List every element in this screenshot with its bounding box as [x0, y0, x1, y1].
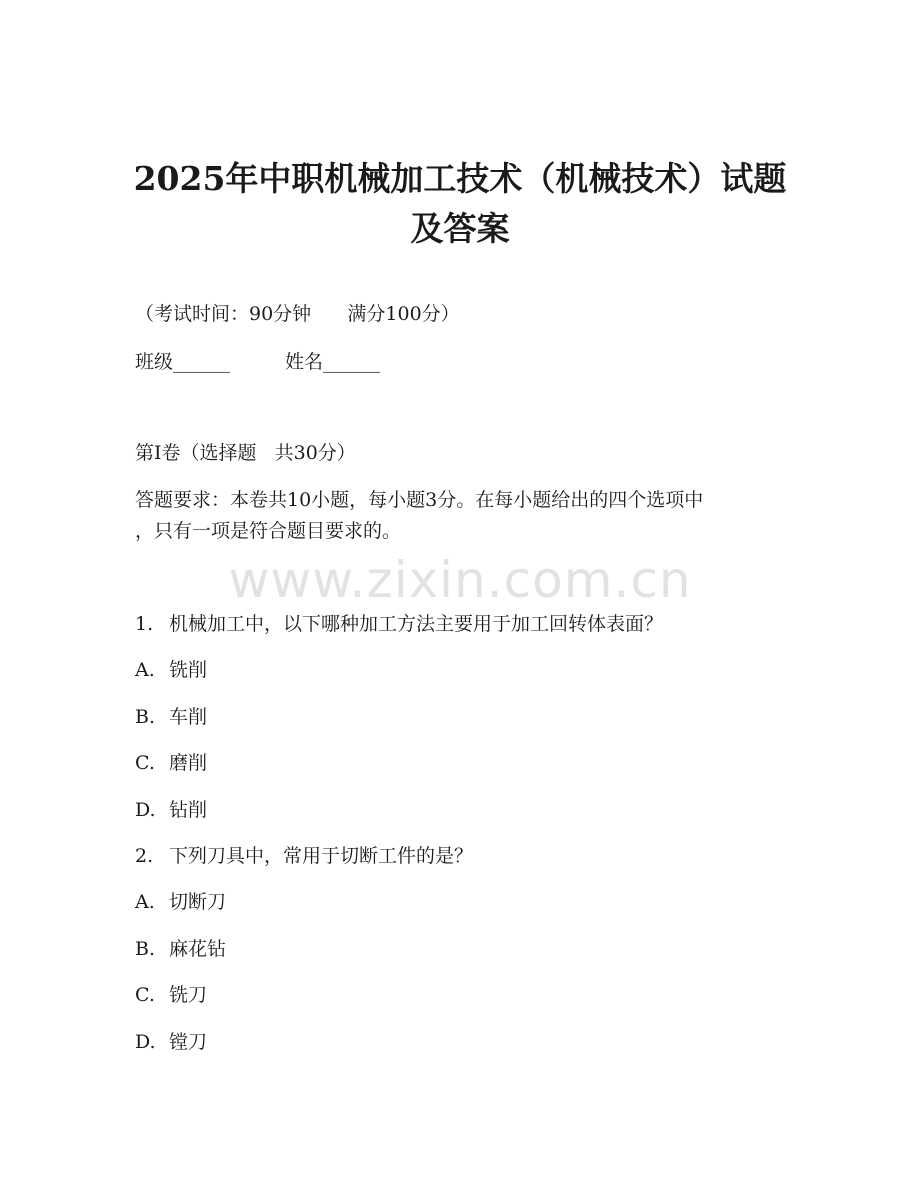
instructions-line2: ，只有一项是符合题目要求的。	[135, 520, 402, 542]
option-letter: A.	[135, 659, 155, 681]
question-2-option-b	[135, 935, 226, 963]
option-letter: D.	[135, 1031, 156, 1053]
question-1-option-a	[135, 656, 207, 684]
option-text: 切断刀	[169, 891, 227, 913]
name-field: 姓名______	[285, 351, 381, 373]
question-1-option-c	[135, 749, 207, 777]
option-letter: D.	[135, 799, 156, 821]
question-1-option-d	[135, 796, 207, 824]
question-number: 1.	[135, 613, 154, 635]
option-text: 镗刀	[169, 1031, 208, 1053]
question-2-option-c	[135, 981, 207, 1009]
question-1-option-b	[135, 703, 207, 731]
question-text: 下列刀具中，常用于切断工件的是？	[169, 845, 474, 867]
option-letter: B.	[135, 706, 156, 728]
section-heading: 第Ⅰ卷（选择题 共30分）	[135, 442, 356, 464]
question-text: 机械加工中，以下哪种加工方法主要用于加工回转体表面？	[169, 613, 664, 635]
watermark: www.zixin.com.cn	[228, 551, 692, 609]
question-2-option-d	[135, 1028, 207, 1056]
question-2-option-a	[135, 888, 226, 916]
option-text: 车削	[169, 706, 208, 728]
option-text: 麻花钻	[169, 938, 227, 960]
document-title-line1: 2025年中职机械加工技术（机械技术）试题	[133, 159, 787, 198]
option-letter: C.	[135, 984, 155, 1006]
option-text: 铣刀	[169, 984, 208, 1006]
student-fields	[135, 348, 380, 376]
option-letter: B.	[135, 938, 156, 960]
question-number: 2.	[135, 845, 154, 867]
exam-info: （考试时间：90分钟 满分100分）	[135, 303, 460, 325]
question-1	[135, 610, 663, 638]
option-text: 钻削	[169, 799, 208, 821]
option-letter: C.	[135, 752, 155, 774]
question-2	[135, 842, 473, 870]
document-title-line2: 及答案	[410, 209, 510, 248]
option-letter: A.	[135, 891, 155, 913]
instructions-line1: 答题要求：本卷共10小题，每小题3分。在每小题给出的四个选项中	[135, 489, 704, 511]
option-text: 磨削	[169, 752, 208, 774]
option-text: 铣削	[169, 659, 208, 681]
class-field: 班级______	[135, 351, 231, 373]
